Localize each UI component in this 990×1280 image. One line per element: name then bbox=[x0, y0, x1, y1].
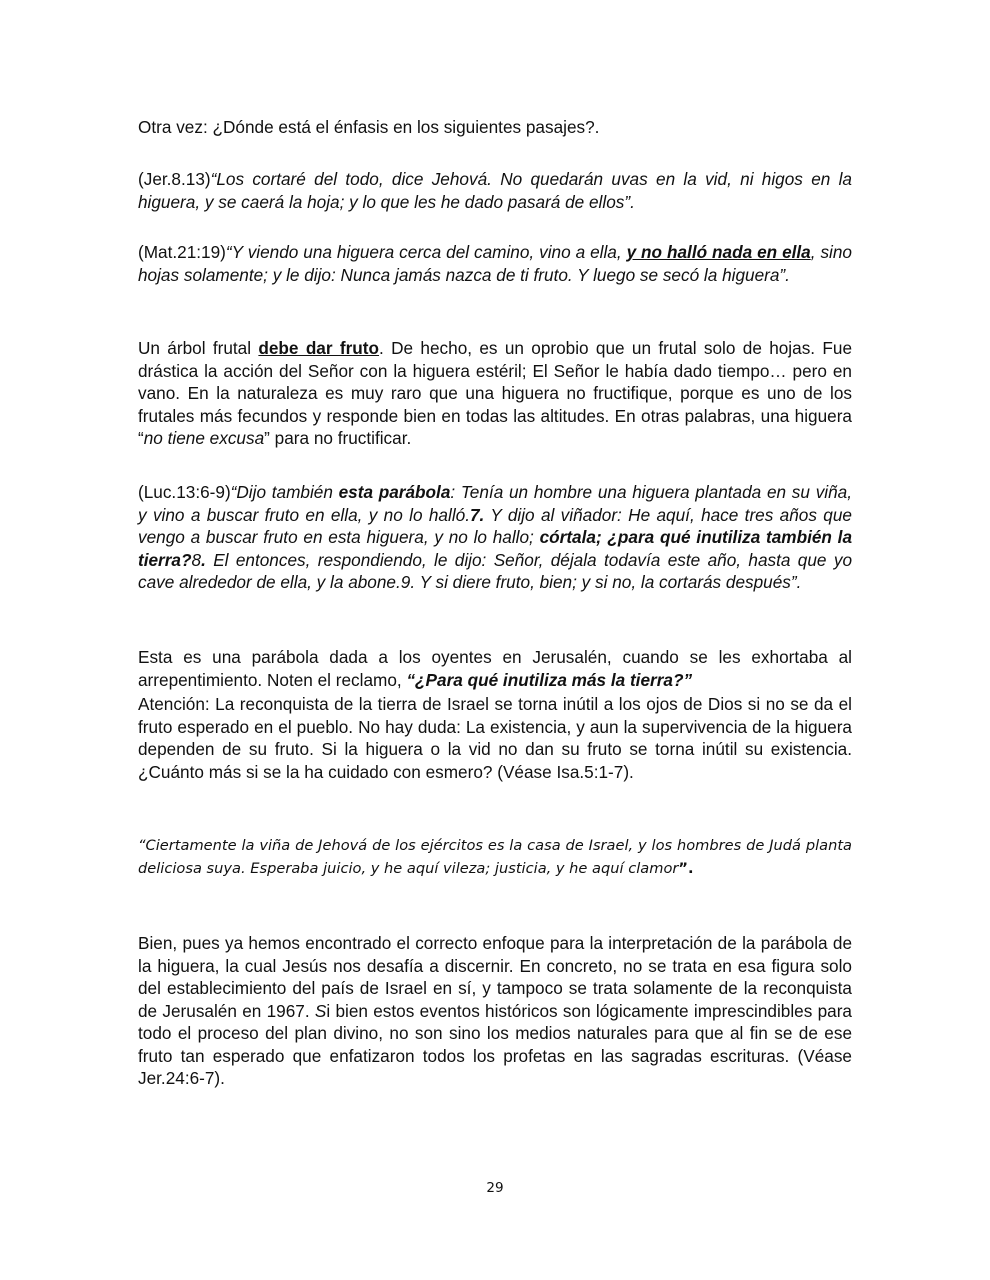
verse-quote: Y dijo al viñador: He aquí, hace tres años que vengo a buscar fruto en esta higuera, y no lo hallo; bbox=[138, 504, 852, 547]
verse-number: 8 bbox=[191, 549, 202, 570]
verse-quote: : Tenía un hombre una higuera plantada en su viña, y vino a buscar fruto en ella, y no lo halló. bbox=[138, 482, 852, 525]
paragraph-luc-13-6-9 bbox=[138, 481, 852, 594]
body-text: . De hecho, es un oprobio que un frutal solo de hojas. Fue drástica la acción del Señor con la higuera estéril; El Señor le había dado tiempo… pero en vano. En la naturaleza es muy raro que una higuera no fructifique, porque es uno de los frutales más fecundos y responde bien en todas las altitudes. En otras palabras, una higuera “ bbox=[138, 338, 852, 448]
paragraph-parable-note bbox=[138, 646, 852, 691]
verse-quote: “Ciertamente la viña de Jehová de los ejércitos es la casa de Israel, y los hombres de Judá planta deliciosa suya. Esperaba juicio, y he aquí vileza; justicia, y he aquí clamor bbox=[138, 837, 852, 877]
verse-reference: (Luc.13:6-9) bbox=[138, 482, 231, 502]
body-text: i bien estos eventos históricos son lógicamente imprescindibles para todo el proceso del plan divino, no son sino los medios naturales para que al fin se de ese fruto tan esperado que enfatizaron todos los profetas en las sagradas escrituras. (Véase Jer.24:6-7). bbox=[138, 1000, 852, 1088]
paragraph-isaiah-quote bbox=[138, 835, 852, 880]
body-text: Esta es una parábola dada a los oyentes en Jerusalén, cuando se les exhortaba al arrepentimiento. Noten el reclamo, bbox=[138, 647, 852, 690]
paragraph-fruit-tree bbox=[138, 337, 852, 450]
verse-reference: (Mat.21:19) bbox=[138, 242, 226, 262]
body-text: Atención: La reconquista de la tierra de Israel se torna inútil a los ojos de Dios si no se da el fruto esperado en el pueblo. No hay duda: La existencia, y aun la supervivencia de la higuera dependen de su fruto. Si la higuera o la vid no dan su fruto se torna inútil su existencia. ¿Cuánto más si se la ha cuidado con esmero? (Véase Isa.5:1-7). bbox=[138, 694, 852, 782]
body-text: Un árbol frutal bbox=[138, 338, 259, 358]
verse-punctuation: . bbox=[201, 549, 206, 570]
verse-quote: “Los cortaré del todo, dice Jehová. No quedarán uvas en la vid, ni higos en la higuera, y se caerá la hoja; y lo que les he dado pasará de ellos”. bbox=[138, 169, 852, 212]
emphasis-italic: S bbox=[314, 1000, 327, 1021]
emphasis-bold: esta parábola bbox=[338, 482, 451, 502]
verse-quote: “Dijo también bbox=[230, 482, 339, 502]
verse-number: 7. bbox=[469, 504, 485, 525]
paragraph-jer-8-13 bbox=[138, 168, 852, 213]
body-text: ” para no fructificar. bbox=[264, 428, 412, 448]
intro-text: Otra vez: ¿Dónde está el énfasis en los siguientes pasajes?. bbox=[138, 117, 600, 137]
paragraph-attention bbox=[138, 693, 852, 783]
page-number: 29 bbox=[486, 1180, 504, 1196]
paragraph-intro bbox=[138, 116, 852, 139]
verse-quote: El entonces, respondiendo, le dijo: Señor, déjala todavía este año, hasta que yo cave alrededor de ella, y la abone.9. Y si diere fruto, bien; y si no, la cortarás después”. bbox=[138, 549, 852, 592]
paragraph-mat-21-19 bbox=[138, 241, 852, 286]
emphasis-bold: córtala; ¿para qué inutiliza también la tierra? bbox=[138, 527, 853, 570]
verse-quote: , sino hojas solamente; y le dijo: Nunca jamás nazca de ti fruto. Y luego se secó la higuera”. bbox=[138, 242, 852, 285]
emphasis-underlined: y no halló nada en ella bbox=[626, 242, 811, 262]
emphasis-bold-italic: “¿Para qué inutiliza más la tierra?” bbox=[406, 669, 693, 690]
paragraph-conclusion bbox=[138, 932, 852, 1090]
emphasis-italic: no tiene excusa bbox=[143, 428, 265, 448]
verse-reference: (Jer.8.13) bbox=[138, 169, 211, 189]
verse-quote: “Y viendo una higuera cerca del camino, vino a ella, bbox=[225, 242, 627, 262]
emphasis-underlined: debe dar fruto bbox=[258, 338, 380, 358]
quote-end: ”. bbox=[678, 859, 694, 877]
body-text: Bien, pues ya hemos encontrado el correcto enfoque para la interpretación de la parábola de la higuera, la cual Jesús nos desafía a discernir. En concreto, no se trata en esa figura solo del establecimiento del país de Israel en sí, y tampoco se trata solamente de la reconquista de Jerusalén en 1967. bbox=[138, 933, 852, 1021]
